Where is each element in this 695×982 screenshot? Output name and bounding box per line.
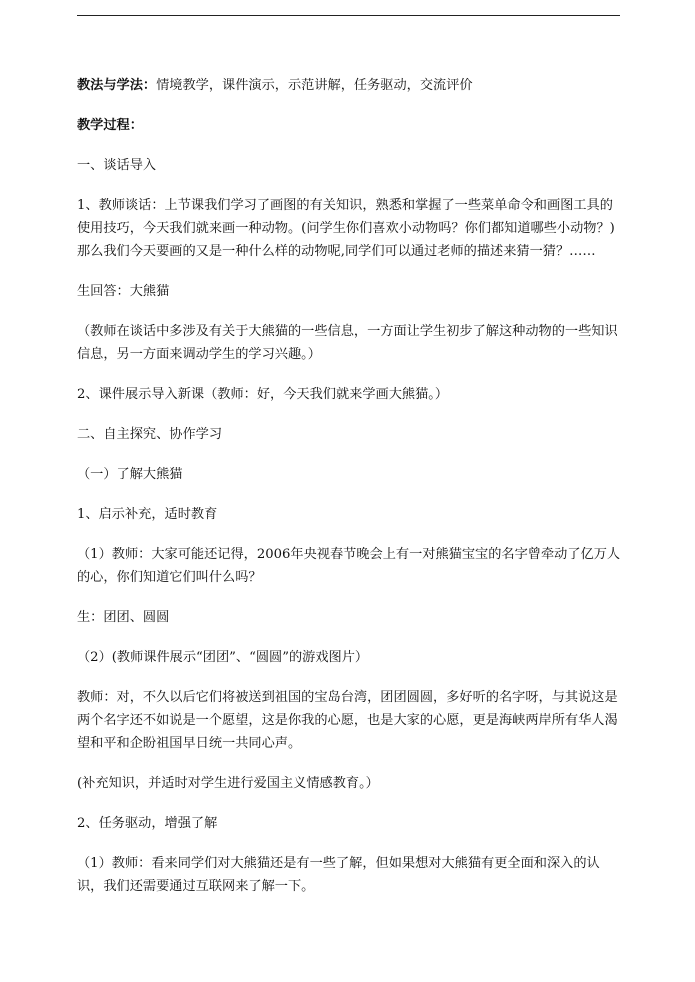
document-body: [77, 74, 622, 915]
methods-text: 情境教学，课件演示，示范讲解，任务驱动，交流评价: [156, 78, 473, 93]
courseware-images-paragraph: （2）(教师课件展示“团团”、“圆圆”的游戏图片）: [77, 650, 369, 665]
teacher-note-paragraph: （教师在谈话中多涉及有关于大熊猫的一些信息，一方面让学生初步了解这种动物的一些知识信息，另一方面来调动学生的学习兴趣。）: [77, 324, 618, 362]
courseware-intro-paragraph: 2、课件展示导入新课（教师：好，今天我们就来学画大熊猫。）: [77, 387, 449, 402]
student-answer: 生回答：大熊猫: [77, 284, 170, 299]
header-rule: [77, 15, 620, 16]
student-answer-names: 生：团团、圆圆: [77, 610, 170, 625]
subsection-heading: （一）了解大熊猫: [77, 467, 183, 482]
teacher-talk-paragraph: 1、教师谈话：上节课我们学习了画图的有关知识，熟悉和掌握了一些菜单命令和画图工具的使用技巧，今天我们就来画一种动物。(问学生你们喜欢小动物吗？你们都知道哪些小动物？)那么我们今天要画的又是一种什么样的动物呢,同学们可以通过老师的描述来猜一猜？……: [77, 198, 615, 259]
section-heading-explore: 二、自主探究、协作学习: [77, 427, 223, 442]
teacher-internet-paragraph: （1）教师：看来同学们对大熊猫还是有一些了解，但如果想对大熊猫有更全面和深入的认识，我们还需要通过互联网来了解一下。: [77, 856, 600, 894]
methods-label: 教法与学法：: [77, 78, 157, 93]
teacher-question-paragraph: （1）教师：大家可能还记得，2006年央视春节晚会上有一对熊猫宝宝的名字曾牵动了亿万人的心，你们知道它们叫什么吗？: [77, 547, 621, 585]
teaching-methods: [77, 74, 622, 97]
teacher-explain-paragraph: 教师：对，不久以后它们将被送到祖国的宝岛台湾，团团圆圆，多好听的名字呀，与其说这是两个名字还不如说是一个愿望，这是你我的心愿，也是大家的心愿，更是海峡两岸所有华人渴望和平和企盼祖国早日统一共同心声。: [77, 690, 618, 751]
supplement-note: (补充知识，并适时对学生进行爱国主义情感教育。）: [77, 776, 379, 791]
item-heading-hint: 1、启示补充，适时教育: [77, 507, 218, 522]
item-heading-task: 2、任务驱动，增强了解: [77, 816, 218, 831]
process-heading: 教学过程：: [77, 118, 143, 133]
section-heading-intro: 一、谈话导入: [77, 158, 157, 173]
